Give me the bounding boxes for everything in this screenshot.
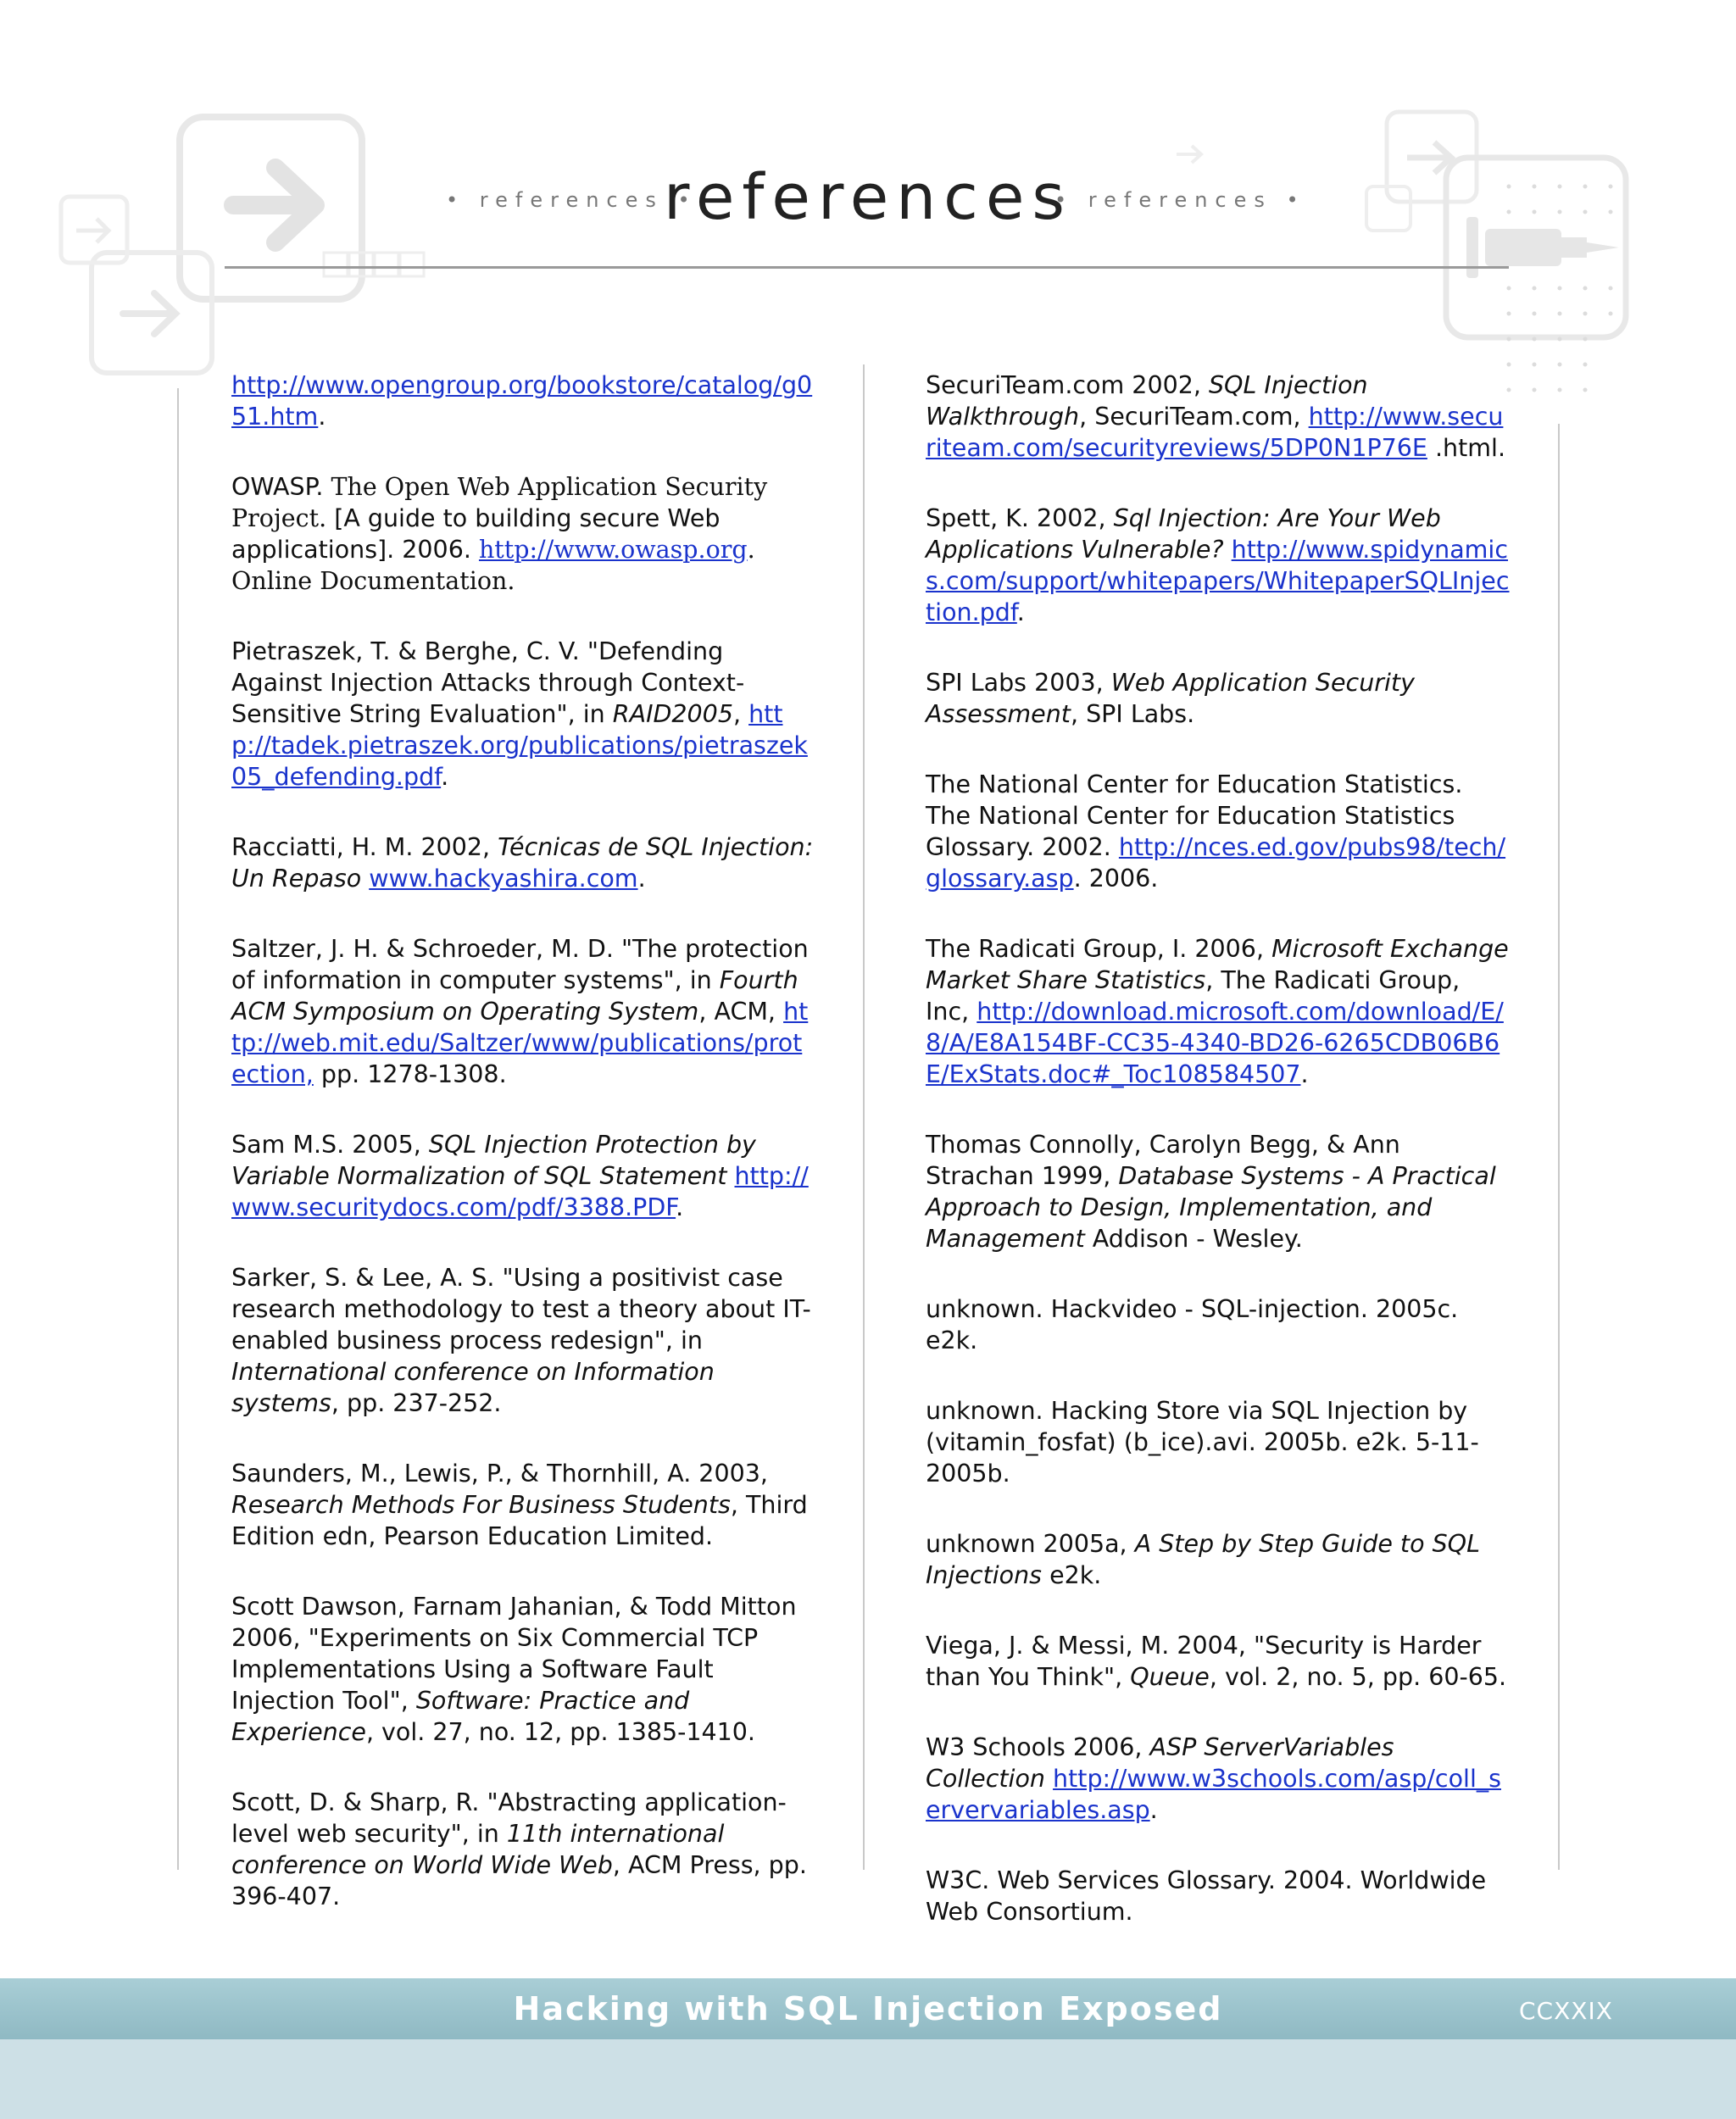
- reference-text: , The Radicati Group, Inc,: [926, 966, 1461, 1026]
- reference-list-right: [926, 370, 1511, 1966]
- reference-entry: [926, 1732, 1511, 1826]
- reference-text: ,: [732, 700, 749, 728]
- reference-text: e2k.: [1042, 1561, 1102, 1589]
- header-small-right: • references •: [1054, 188, 1306, 212]
- reference-text: Técnicas de SQL Injection: Un Repaso: [231, 833, 814, 893]
- reference-entry: [926, 933, 1511, 1090]
- page-title: references: [664, 161, 1072, 234]
- reference-text: W3 Schools 2006,: [926, 1733, 1150, 1761]
- reference-text: , Third Edition edn, Pearson Education Limited.: [231, 1491, 808, 1550]
- reference-entry: [231, 1787, 816, 1912]
- reference-text: Microsoft Exchange Market Share Statistics: [926, 935, 1509, 994]
- small-arrow-icon: [1177, 146, 1201, 163]
- reference-text: Software: Practice and Experience: [231, 1687, 690, 1746]
- reference-text: , pp. 237-252.: [331, 1389, 502, 1417]
- reference-link[interactable]: http://tadek.pietraszek.org/publications/pietraszek05_defending.pdf: [231, 700, 808, 791]
- header-decoration-right: [1170, 102, 1644, 415]
- reference-text: Fourth ACM Symposium on Operating System: [231, 966, 798, 1026]
- reference-text: . Online Documentation.: [231, 536, 755, 595]
- reference-text: .: [1016, 598, 1025, 626]
- reference-entry: [926, 503, 1511, 628]
- reference-link[interactable]: http://www.opengroup.org/bookstore/catalog/g051.htm: [231, 371, 813, 431]
- reference-entry: [926, 1395, 1511, 1489]
- reference-entry: [926, 1293, 1511, 1356]
- reference-entry: [926, 1528, 1511, 1591]
- reference-entry: [231, 933, 816, 1090]
- reference-text: .: [1300, 1060, 1309, 1088]
- reference-text: Racciatti, H. M. 2002,: [231, 833, 498, 861]
- page-number: CCXXIX: [1519, 1997, 1613, 2025]
- reference-text: unknown. Hackvideo - SQL-injection. 2005c. e2k.: [926, 1295, 1459, 1354]
- right-margin-line: [1558, 424, 1560, 1870]
- reference-text: SQL Injection Walkthrough: [926, 371, 1368, 431]
- reference-text: Queue: [1130, 1663, 1210, 1691]
- reference-entry: [231, 636, 816, 793]
- header-small-left: • references •: [446, 188, 698, 212]
- reference-text: Scott, D. & Sharp, R. "Abstracting application-level web security", in: [231, 1788, 787, 1848]
- reference-entry: [926, 769, 1511, 894]
- reference-entry: [231, 1458, 816, 1552]
- reference-entry: [926, 1865, 1511, 1927]
- reference-text: Sam M.S. 2005,: [231, 1131, 429, 1159]
- reference-list-left: [231, 370, 816, 1951]
- reference-text: Spett, K. 2002,: [926, 504, 1114, 532]
- reference-text: .: [676, 1193, 684, 1221]
- reference-link[interactable]: http://nces.ed.gov/pubs98/tech/glossary.asp: [926, 833, 1506, 893]
- reference-text: The Open Web Application Security Project.: [231, 473, 768, 532]
- reference-text: [A guide to building secure Web applications]. 2006.: [231, 504, 721, 564]
- reference-text: OWASP.: [231, 473, 331, 501]
- column-divider: [863, 364, 865, 1870]
- reference-text: Viega, J. & Messi, M. 2004, "Security is Harder than You Think",: [926, 1632, 1482, 1691]
- reference-text: .: [1149, 1796, 1158, 1824]
- reference-text: Saltzer, J. H. & Schroeder, M. D. "The protection of information in computer systems", in: [231, 935, 809, 994]
- reference-text: , ACM Press, pp. 396-407.: [231, 1851, 807, 1910]
- header-rule: [225, 266, 1509, 269]
- reference-text: SQL Injection Protection by Variable Normalization of SQL Statement: [231, 1131, 756, 1190]
- reference-text: Sarker, S. & Lee, A. S. "Using a positivist case research methodology to test a theory about IT-enabled business process redesign", in: [231, 1264, 811, 1354]
- reference-text: International conference on Information systems: [231, 1358, 715, 1417]
- reference-text: 11th international conference on World Wide Web: [231, 1820, 725, 1879]
- reference-entry: [231, 1591, 816, 1748]
- reference-text: , vol. 2, no. 5, pp. 60-65.: [1209, 1663, 1507, 1691]
- reference-text: W3C. Web Services Glossary. 2004. Worldwide Web Consortium.: [926, 1866, 1487, 1926]
- footer-bottom-band: [0, 2039, 1736, 2119]
- reference-text: .: [441, 763, 449, 791]
- reference-text: Saunders, M., Lewis, P., & Thornhill, A. 2003,: [231, 1460, 768, 1488]
- reference-text: Database Systems - A Practical Approach to Design, Implementation, and Management: [926, 1162, 1496, 1253]
- reference-text: SecuriTeam.com 2002,: [926, 371, 1209, 399]
- reference-text: .html.: [1427, 434, 1506, 462]
- reference-text: .: [637, 865, 646, 893]
- footer-book-title: Hacking with SQL Injection Exposed: [513, 1990, 1223, 2027]
- reference-link[interactable]: http://www.owasp.org: [478, 536, 748, 564]
- reference-text: Addison - Wesley.: [1084, 1225, 1303, 1253]
- reference-text: ASP ServerVariables Collection: [926, 1733, 1394, 1793]
- reference-text: RAID2005: [612, 700, 733, 728]
- reference-text: , ACM,: [698, 998, 784, 1026]
- reference-text: , SPI Labs.: [1070, 700, 1195, 728]
- reference-text: .: [318, 403, 326, 431]
- reference-entry: [231, 1129, 816, 1223]
- header-decoration-left: [51, 102, 458, 390]
- reference-entry: [926, 370, 1511, 464]
- reference-text: [361, 865, 369, 893]
- reference-text: . 2006.: [1073, 865, 1159, 893]
- reference-text: The National Center for Education Statistics. The National Center for Education Statistics Glossary. 2002.: [926, 770, 1463, 861]
- reference-entry: [231, 370, 816, 432]
- reference-text: Pietraszek, T. & Berghe, C. V. "Defending Against Injection Attacks through Context-Sensitive String Evaluation", in: [231, 637, 745, 728]
- reference-link[interactable]: http://download.microsoft.com/download/E/8/A/E8A154BF-CC35-4340-BD26-6265CDB06B6E/ExStats.doc#_Toc108584507: [926, 998, 1504, 1088]
- reference-link[interactable]: http://web.mit.edu/Saltzer/www/publications/protection,: [231, 998, 809, 1088]
- reference-text: , vol. 27, no. 12, pp. 1385-1410.: [365, 1718, 755, 1746]
- reference-text: , SecuriTeam.com,: [1079, 403, 1309, 431]
- reference-link[interactable]: http://www.w3schools.com/asp/coll_servervariables.asp: [926, 1765, 1501, 1824]
- reference-entry: [231, 471, 816, 597]
- reference-text: [1045, 1765, 1053, 1793]
- reference-text: Scott Dawson, Farnam Jahanian, & Todd Mitton 2006, "Experiments on Six Commercial TCP Implementations Using a Software Fault Injection Tool",: [231, 1593, 797, 1715]
- reference-text: SPI Labs 2003,: [926, 669, 1111, 697]
- reference-entry: [926, 1129, 1511, 1254]
- reference-entry: [926, 1630, 1511, 1693]
- reference-text: The Radicati Group, I. 2006,: [926, 935, 1272, 963]
- reference-link[interactable]: http://www.securiteam.com/securityreviews/5DP0N1P76E: [926, 403, 1504, 462]
- reference-link[interactable]: http://www.securitydocs.com/pdf/3388.PDF: [231, 1162, 809, 1221]
- reference-link[interactable]: http://www.spidynamics.com/support/whitepapers/WhitepaperSQLInjection.pdf: [926, 536, 1510, 626]
- left-margin-line: [177, 388, 179, 1870]
- reference-text: Thomas Connolly, Carolyn Begg, & Ann Strachan 1999,: [926, 1131, 1400, 1190]
- reference-text: [1224, 536, 1232, 564]
- reference-text: Research Methods For Business Students: [231, 1491, 731, 1519]
- reference-entry: [231, 1262, 816, 1419]
- reference-text: Sql Injection: Are Your Web Applications Vulnerable?: [926, 504, 1441, 564]
- reference-text: Web Application Security Assessment: [926, 669, 1415, 728]
- reference-entry: [926, 667, 1511, 730]
- reference-text: A Step by Step Guide to SQL Injections: [926, 1530, 1480, 1589]
- reference-text: unknown 2005a,: [926, 1530, 1135, 1558]
- reference-text: pp. 1278-1308.: [313, 1060, 507, 1088]
- reference-entry: [231, 831, 816, 894]
- reference-text: unknown. Hacking Store via SQL Injection by (vitamin_fosfat) (b_ice).avi. 2005b. e2k. 5-11-2005b.: [926, 1397, 1479, 1488]
- reference-link[interactable]: www.hackyashira.com: [369, 865, 638, 893]
